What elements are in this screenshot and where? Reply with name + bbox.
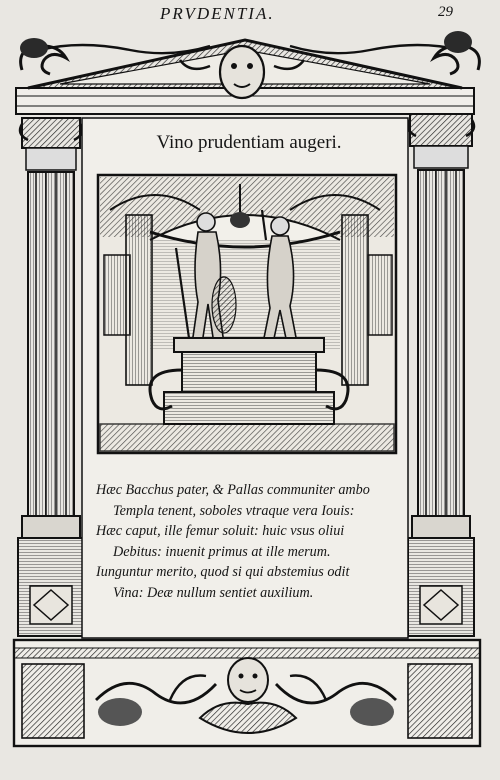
pediment — [16, 31, 479, 114]
epigram — [96, 480, 416, 603]
verse-line: Hæc Bacchus pater, & Pallas communiter ambo — [96, 482, 370, 498]
emblem-woodcut — [98, 175, 396, 453]
running-head: PRVDENTIA. — [160, 4, 275, 23]
left-column — [18, 118, 84, 636]
right-column — [408, 114, 474, 636]
verse-line: Templa tenent, soboles vtraque vera Iouis: — [113, 502, 355, 519]
page-number: 29 — [438, 4, 453, 20]
verse-line: Vina: Deæ nullum sentiet auxilium. — [113, 584, 314, 601]
verse-line: Hæc caput, ille femur soluit: huic vsus oliui — [96, 523, 345, 539]
verse-line: Debitus: inuenit primus at ille merum. — [113, 543, 331, 560]
emblem-motto: Vino prudentiam augeri. — [156, 132, 342, 153]
verse-line: Iunguntur merito, quod si qui abstemius odit — [96, 564, 350, 580]
base-frieze — [14, 640, 480, 746]
